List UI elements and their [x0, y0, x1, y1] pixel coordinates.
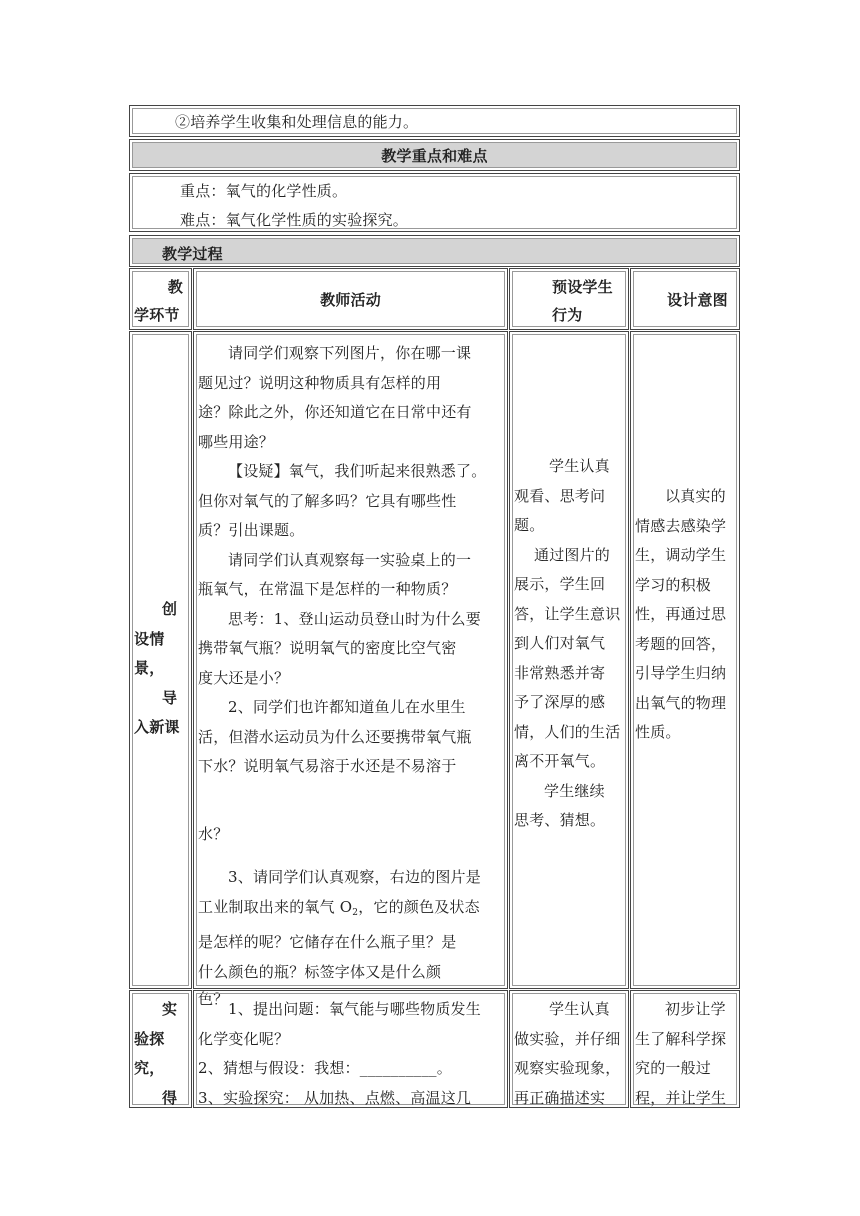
teacher-line: 什么颜色的瓶？标签字体又是什么颜: [198, 962, 442, 981]
student-line: 予了深厚的感: [514, 693, 606, 711]
header-stage-line1: 教: [167, 278, 183, 296]
row1-teacher-cell: [193, 331, 508, 1008]
teacher-line: 但你对氧气的了解多吗？它具有哪些性: [198, 491, 457, 510]
row1-stage-line: 入新课: [134, 718, 180, 736]
row2-student-cell: [509, 990, 629, 1108]
difficulty-text: 难点：氧气化学性质的实验探究。: [180, 211, 409, 229]
student-line: 题。: [514, 516, 545, 534]
focus-text: 重点：氧气的化学性质。: [180, 182, 348, 200]
header-student-cell: [509, 268, 629, 330]
intent-line: 程，并让学生: [635, 1088, 727, 1107]
teacher-line: 3、实验探究： 从加热、点燃、高温这几: [198, 1088, 472, 1107]
teacher-line: 3、请同学们认真观察，右边的图片是: [228, 868, 481, 886]
teacher-line: 途？除此之外，你还知道它在日常中还有: [198, 403, 472, 421]
teacher-line: 水？: [198, 824, 229, 843]
student-line: 学生认真: [549, 1000, 610, 1018]
student-line: 答，让学生意识: [514, 604, 621, 623]
teacher-line: 色？: [198, 990, 229, 1008]
teacher-line: 携带氧气瓶？说明氧气的密度比空气密: [198, 639, 457, 657]
student-line: 做实验，并仔细: [514, 1029, 621, 1048]
teacher-line: 度大还是小？: [198, 668, 290, 687]
row2-stage-line: 验探: [134, 1029, 165, 1048]
intent-line: 性，再通过思: [635, 605, 727, 623]
intent-line: 以真实的: [665, 487, 726, 505]
subscript-2: 2: [352, 907, 359, 918]
student-line: 学生认真: [549, 457, 610, 475]
key-points-heading-box: [129, 139, 740, 171]
intent-line: 学习的积极: [635, 575, 712, 594]
teacher-line: 质？引出课题。: [198, 521, 305, 539]
row2-intent-cell: [630, 990, 740, 1108]
teacher-line-o2: 工业制取出来的氧气 $O_2$，它的颜色及状态: [198, 897, 480, 918]
objective-box: [129, 105, 740, 137]
intent-line: 生了解科学探: [635, 1029, 727, 1048]
teacher-line: 1、提出问题：氧气能与哪些物质发生: [228, 1000, 481, 1018]
row1-student-cell: [509, 331, 629, 989]
student-line: 离不开氧气。: [514, 752, 606, 770]
header-teacher-cell: [193, 268, 508, 330]
teacher-line: 瓶氧气，在常温下是怎样的一种物质？: [198, 580, 457, 598]
intent-line: 生，调动学生: [635, 546, 727, 564]
student-line: 思考、猜想。: [514, 811, 606, 829]
student-line: 再正确描述实: [514, 1088, 606, 1107]
student-line: 展示，学生回: [514, 575, 606, 593]
process-heading: 教学过程: [162, 245, 223, 263]
row2-stage-line: 得: [162, 1088, 178, 1107]
key-points-box: [129, 173, 740, 232]
student-line: 非常熟悉并寄: [514, 663, 606, 682]
student-line: 到人们对氧气: [514, 634, 606, 652]
header-intent-cell: [630, 268, 740, 330]
intent-line: 性质。: [635, 723, 681, 741]
header-stage-cell: [129, 268, 192, 330]
teacher-line: 思考：1、登山运动员登山时为什么要: [228, 609, 481, 628]
teacher-line: 题见过？说明这种物质具有怎样的用: [198, 373, 442, 392]
teacher-line: 是怎样的呢？它储存在什么瓶子里？是: [198, 933, 457, 951]
student-line: 学生继续: [544, 781, 605, 800]
teacher-line: 【设疑】氧气，我们听起来很熟悉了。: [228, 462, 487, 480]
teacher-line: 哪些用途？: [198, 432, 275, 451]
student-line: 观看、思考问: [514, 486, 606, 505]
intent-line: 究的一般过: [635, 1059, 712, 1077]
teacher-line: 活，但潜水运动员为什么还要携带氧气瓶: [198, 727, 472, 746]
header-intent: 设计意图: [667, 291, 728, 309]
student-line: 观察实验现象，: [514, 1059, 621, 1077]
teacher-line: 化学变化呢？: [198, 1029, 290, 1048]
objective-line: ②培养学生收集和处理信息的能力。: [175, 113, 419, 131]
header-teacher: 教师活动: [320, 291, 381, 309]
row1-stage-line: 创: [162, 600, 178, 618]
row1-stage-line: 导: [162, 688, 178, 707]
row2-stage-line: 究，: [134, 1059, 165, 1077]
row1-intent-cell: [630, 331, 740, 989]
teacher-line: 2、同学们也许都知道鱼儿在水里生: [228, 698, 466, 716]
teacher-line: 2、猜想与假设：我想：__________。: [198, 1059, 452, 1077]
intent-line: 情感去感染学: [635, 516, 727, 535]
key-points-heading: 教学重点和难点: [381, 147, 488, 165]
row1-stage-line: 设情: [134, 629, 165, 648]
teacher-line: 请同学们认真观察每一实验桌上的一: [228, 550, 472, 569]
row1-stage-cell: [129, 331, 192, 989]
intent-line: 出氧气的物理: [635, 693, 727, 712]
row2-teacher-cell: [193, 990, 508, 1108]
intent-line: 考题的回答，: [635, 634, 727, 653]
intent-line: 引导学生归纳: [635, 664, 727, 682]
row2-stage-cell: [129, 990, 192, 1108]
header-student-line2: 行为: [552, 306, 583, 324]
process-heading-box: [129, 235, 740, 267]
header-student-line1: 预设学生: [552, 278, 613, 296]
row2-stage-line: 实: [162, 1000, 178, 1018]
intent-line: 初步让学: [665, 1000, 726, 1018]
row1-stage-line: 景，: [134, 659, 165, 677]
teacher-line: 下水？说明氧气易溶于水还是不易溶于: [198, 757, 457, 775]
student-line: 通过图片的: [534, 545, 611, 564]
header-stage-line2: 学环节: [134, 306, 180, 324]
student-line: 情，人们的生活: [514, 722, 621, 741]
teacher-line: 请同学们观察下列图片，你在哪一课: [228, 344, 472, 362]
